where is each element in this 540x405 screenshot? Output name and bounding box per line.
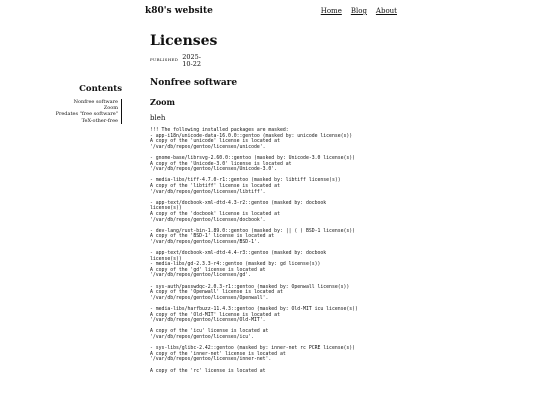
site-title[interactable]: k80's website <box>145 6 213 16</box>
table-of-contents <box>56 84 122 124</box>
toc-item-predates-free-software[interactable]: Predates "free software" <box>56 111 122 117</box>
top-nav <box>321 7 397 15</box>
toc-item-zoom[interactable]: Zoom <box>56 105 122 111</box>
published-date: 2025-10-22 <box>182 53 201 68</box>
post-meta <box>150 54 206 68</box>
subsection-title: Zoom <box>150 97 175 107</box>
page-title: Licenses <box>150 33 218 49</box>
body-paragraph: bleh <box>150 114 166 122</box>
toc-item-nonfree-software[interactable]: Nonfree software <box>56 99 122 105</box>
nav-home-link[interactable]: Home <box>320 7 342 15</box>
section-title: Nonfree software <box>150 78 238 88</box>
masked-packages-log: !!! The following installed packages are masked: - app-i18n/unicode-data-16.0.0::gentoo (masked by: unicode license(s)) A copy of the 'unicode' license is located at '/var/db/repos/gentoo/licenses/unicode'. - gnome-base/librsvg-2.60.0::gentoo (masked by: Unicode-3.0 license(s)) A copy of the 'Unicode-3.0' license is located at '/var/db/repos/gentoo/licenses/Unicode-3.0'. - media-libs/tiff-4.7.0-r1::gentoo (masked by: libtiff license(s)) A copy of the 'libtiff' license is located at '/var/db/repos/gentoo/licenses/libtiff'. - app-text/docbook-xml-dtd-4.3-r2::gentoo (masked by: docbook license(s)) A copy of the 'docbook' license is located at '/var/db/repos/gentoo/licenses/docbook'. - dev-lang/rust-bin-1.89.0::gentoo (masked by: || ( ) BSD-1 license(s)) A copy of the 'BSD-1' license is located at '/var/db/repos/gentoo/licenses/BSD-1'. - app-text/docbook-xml-dtd-4.4-r3::gentoo (masked by: docbook license(s)) - media-libs/gd-2.3.3-r4::gentoo (masked by: gd license(s)) A copy of the 'gd' license is located at '/var/db/repos/gentoo/licenses/gd'. - sys-auth/passwdqc-2.0.3-r1::gentoo (masked by: Openwall license(s)) A copy of the 'Openwall' license is located at '/var/db/repos/gentoo/licenses/Openwall'. - media-libs/harfbuzz-11.4.3::gentoo (masked by: Old-MIT icu license(s)) A copy of the 'Old-MIT' license is located at '/var/db/repos/gentoo/licenses/Old-MIT'. A copy of the 'icu' license is located at '/var/db/repos/gentoo/licenses/icu'. - sys-libs/glibc-2.42::gentoo (masked by: inner-net rc PCRE license(s)) A copy of the 'inner-net' license is located at '/var/db/repos/gentoo/licenses/inner-net'. A copy of the 'rc' license is located at <box>150 128 358 374</box>
nav-blog-link[interactable]: Blog <box>350 7 367 15</box>
published-label: PUBLISHED <box>150 57 179 62</box>
toc-item-tex-other-free[interactable]: TeX-other-free <box>56 118 122 124</box>
nav-about-link[interactable]: About <box>375 7 397 15</box>
toc-heading: Contents <box>79 84 122 94</box>
